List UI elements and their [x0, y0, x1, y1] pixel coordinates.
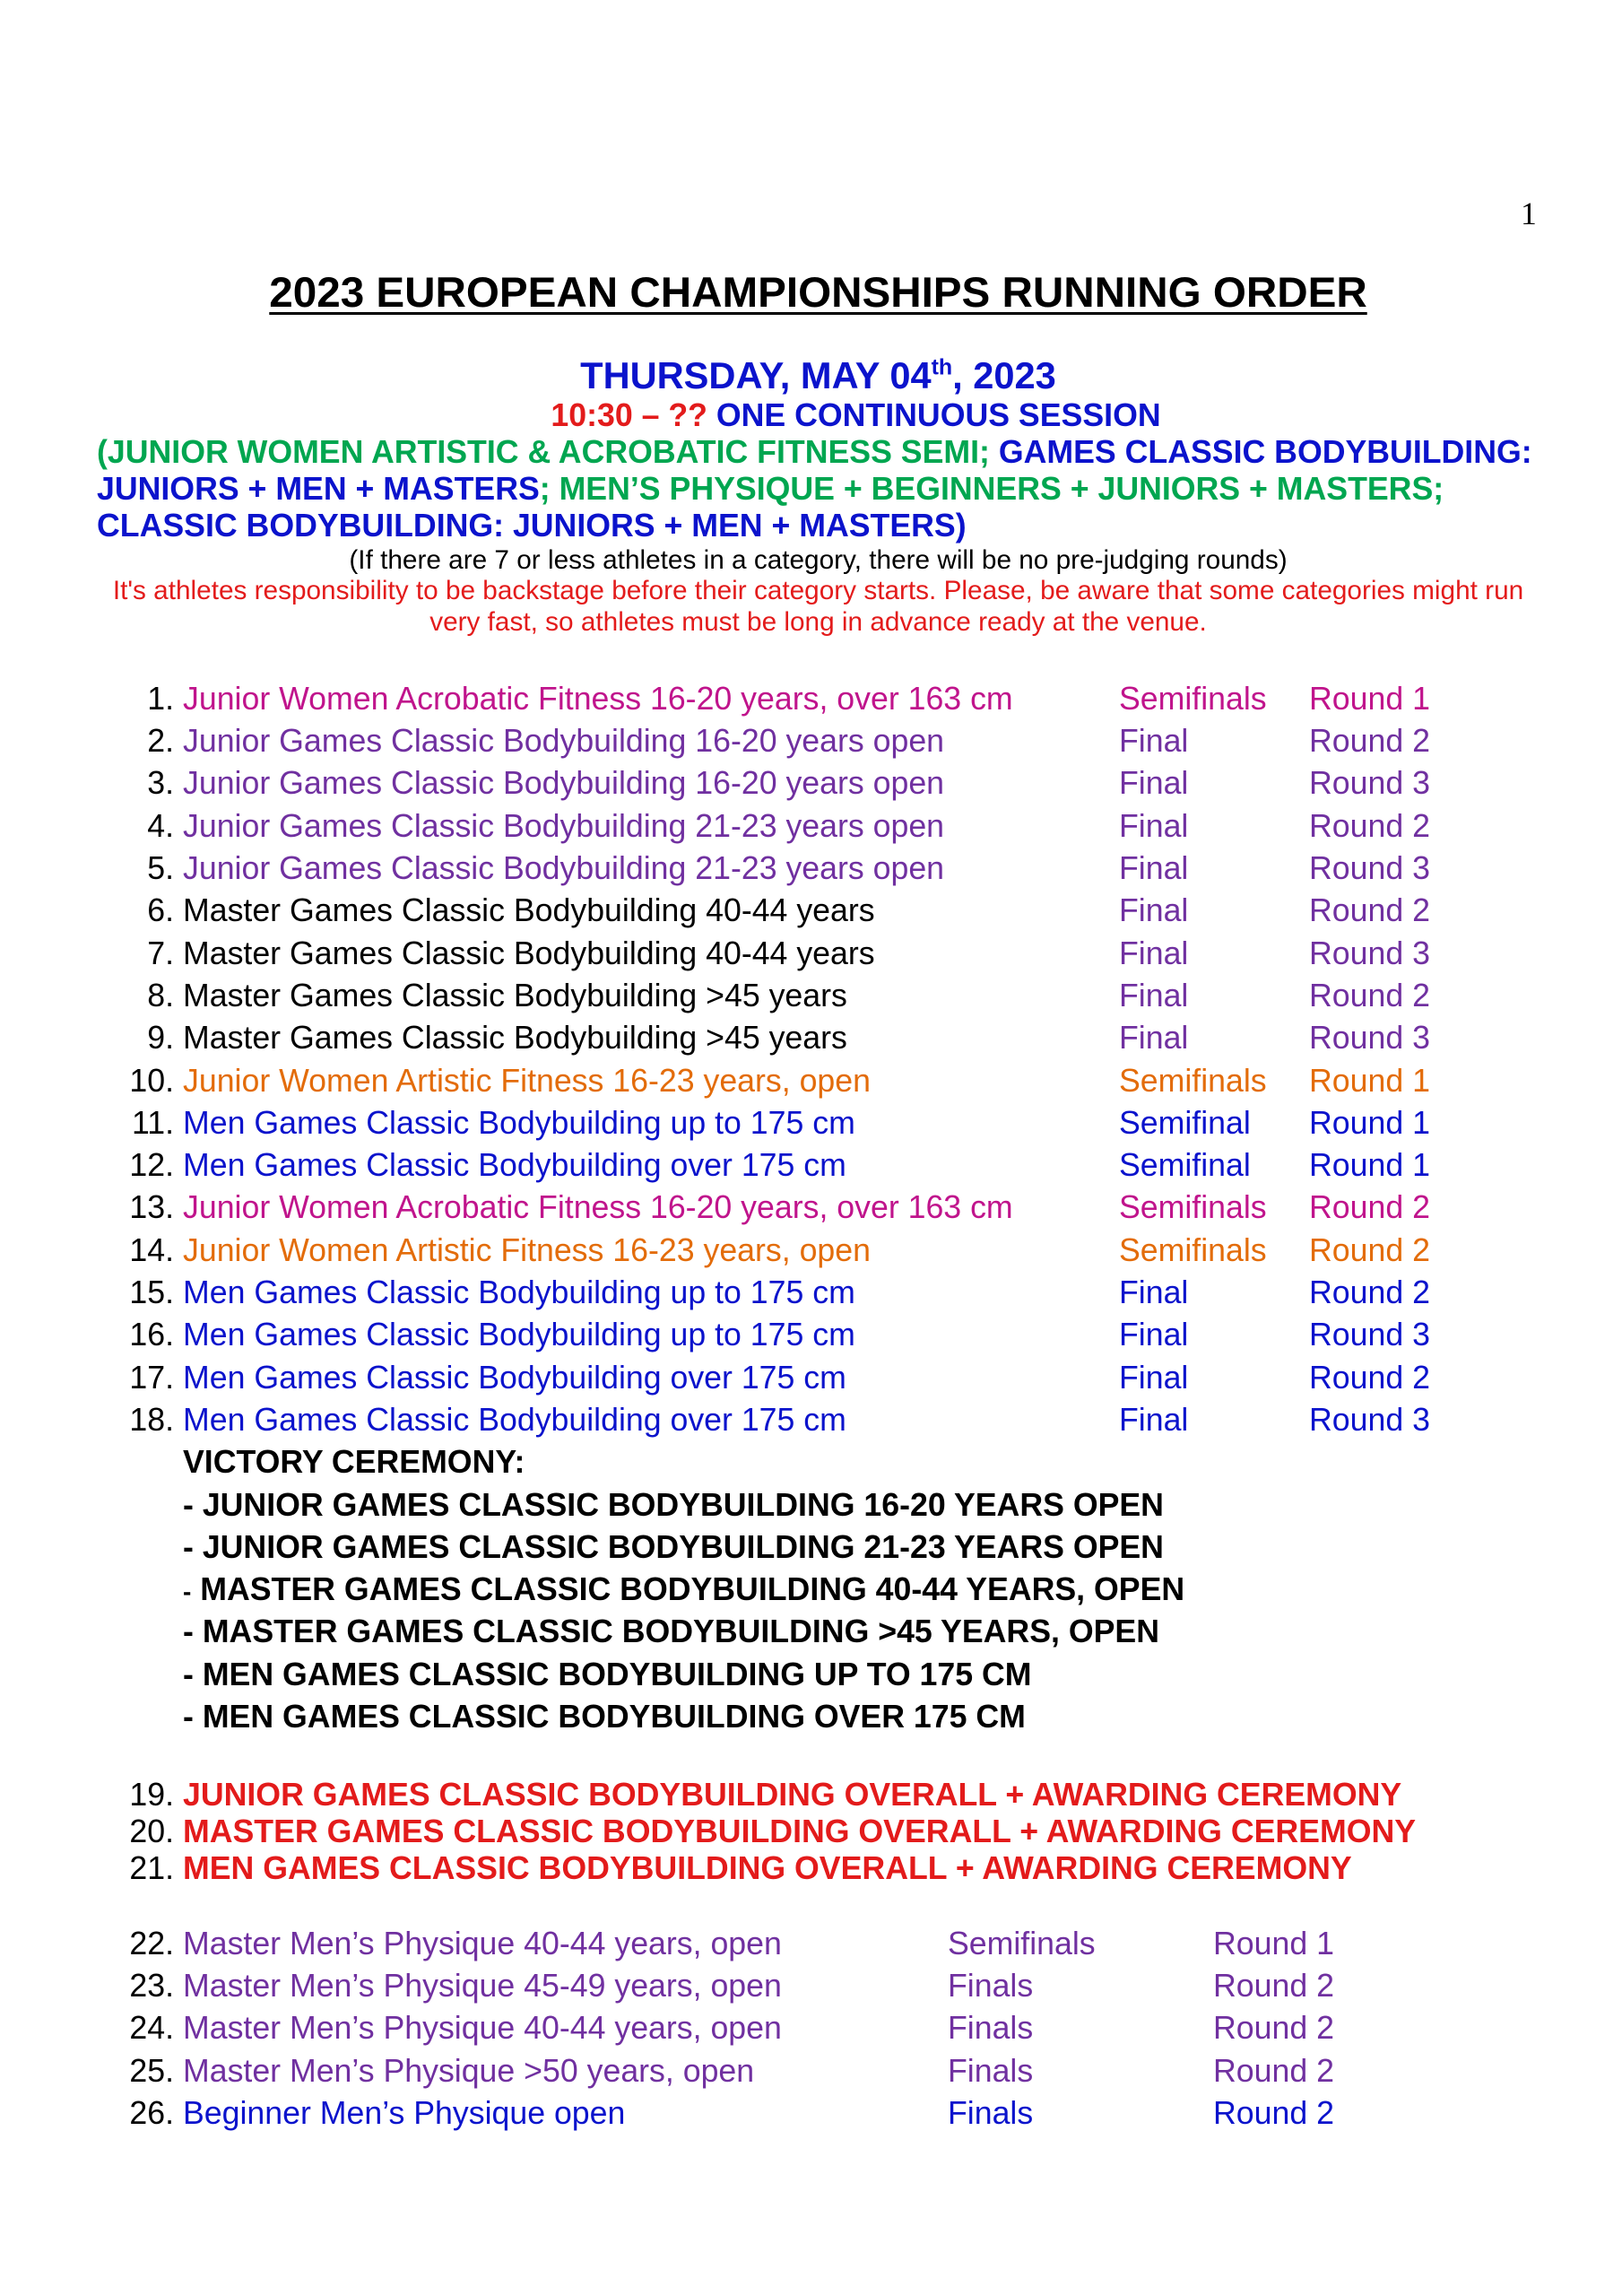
categories-segment: (JUNIOR WOMEN ARTISTIC & ACROBATIC FITNESS SEMI;	[97, 434, 990, 470]
categories-segment: GAMES CLASSIC BODYBUILDING:	[989, 434, 1532, 470]
running-order-row	[0, 1230, 1622, 1272]
row-number: 25.	[129, 2052, 174, 2089]
victory-ceremony-item	[0, 1569, 1622, 1611]
running-order-row	[0, 1144, 1622, 1187]
round-label: Round 3	[1309, 1401, 1430, 1438]
row-number: 23.	[129, 1968, 174, 2005]
category-name: Master Games Classic Bodybuilding >45 years	[183, 1020, 847, 1057]
session-time: 10:30 – ??	[551, 397, 707, 433]
round-label: Round 2	[1213, 1968, 1334, 2005]
row-number: 7.	[147, 935, 174, 971]
row-number: 22.	[129, 1925, 174, 1961]
round-label: Round 3	[1309, 765, 1430, 802]
list-dash: -	[183, 1613, 194, 1650]
stage-label: Semifinals	[1119, 1189, 1267, 1226]
running-order-row	[0, 1357, 1622, 1399]
list-dash: -	[183, 1656, 194, 1692]
row-number: 18.	[129, 1401, 174, 1438]
stage-label: Semifinal	[1119, 1104, 1251, 1141]
stage-label: Semifinals	[1119, 1231, 1267, 1268]
stage-label: Final	[1119, 850, 1189, 887]
row-number: 9.	[147, 1020, 174, 1057]
category-name: Junior Women Acrobatic Fitness 16-20 years, over 163 cm	[183, 1189, 1013, 1226]
running-order-row	[0, 2092, 1622, 2135]
category-name: Master Games Classic Bodybuilding 40-44 years	[183, 935, 875, 971]
row-number: 2.	[147, 723, 174, 760]
victory-ceremony-heading: VICTORY CEREMONY:	[183, 1444, 525, 1481]
list-dash: -	[183, 1486, 194, 1523]
running-order-row	[0, 848, 1622, 890]
category-name: Men Games Classic Bodybuilding over 175 cm	[183, 1147, 846, 1184]
page-number: 1	[1521, 196, 1537, 231]
round-label: Round 2	[1309, 1359, 1430, 1396]
category-name: Junior Women Acrobatic Fitness 16-20 years, over 163 cm	[183, 680, 1013, 717]
running-order-row	[0, 933, 1622, 975]
event-date-ordinal: th	[931, 354, 953, 380]
row-number: 17.	[129, 1359, 174, 1396]
stage-label: Finals	[948, 2095, 1034, 2132]
round-label: Round 3	[1309, 1020, 1430, 1057]
overall-award-title: JUNIOR GAMES CLASSIC BODYBUILDING OVERALL + AWARDING CEREMONY	[183, 1776, 1402, 1813]
running-order-list-part2	[0, 1923, 1622, 2135]
running-order-row	[0, 762, 1622, 804]
stage-label: Finals	[948, 2010, 1034, 2047]
row-number: 3.	[147, 765, 174, 802]
running-order-row	[0, 2050, 1622, 2092]
running-order-row	[0, 975, 1622, 1017]
category-name: Junior Games Classic Bodybuilding 21-23 years open	[183, 850, 945, 887]
category-name: Men Games Classic Bodybuilding up to 175 cm	[183, 1274, 855, 1310]
victory-ceremony	[0, 1441, 1622, 1738]
row-number: 16.	[129, 1317, 174, 1353]
stage-label: Final	[1119, 723, 1189, 760]
category-name: Men Games Classic Bodybuilding up to 175 cm	[183, 1317, 855, 1353]
list-dash: -	[183, 1578, 192, 1606]
round-label: Round 2	[1309, 723, 1430, 760]
prejudging-note: (If there are 7 or less athletes in a category, there will be no pre-judging rounds)	[349, 545, 1288, 575]
stage-label: Final	[1119, 1317, 1189, 1353]
round-label: Round 1	[1309, 1062, 1430, 1099]
category-name: Junior Games Classic Bodybuilding 16-20 years open	[183, 765, 945, 802]
row-number: 26.	[129, 2095, 174, 2132]
stage-label: Final	[1119, 1359, 1189, 1396]
event-date	[97, 354, 1540, 397]
categories-line	[97, 471, 1540, 508]
event-date-year: , 2023	[952, 354, 1056, 396]
overall-award-title: MEN GAMES CLASSIC BODYBUILDING OVERALL + AWARDING CEREMONY	[183, 1850, 1352, 1887]
stage-label: Finals	[948, 2052, 1034, 2089]
category-name: Junior Women Artistic Fitness 16-23 years, open	[183, 1062, 871, 1099]
round-label: Round 2	[1309, 892, 1430, 929]
row-number: 4.	[147, 807, 174, 844]
stage-label: Final	[1119, 977, 1189, 1013]
round-label: Round 1	[1309, 1147, 1430, 1184]
stage-label: Final	[1119, 1274, 1189, 1310]
row-number: 13.	[129, 1189, 174, 1226]
row-number: 11.	[132, 1104, 174, 1141]
running-order-row	[0, 1187, 1622, 1229]
stage-label: Finals	[948, 1968, 1034, 2005]
categories-segment: JUNIORS + MEN + MASTERS	[97, 471, 540, 508]
overall-award-title: MASTER GAMES CLASSIC BODYBUILDING OVERALL + AWARDING CEREMONY	[183, 1813, 1417, 1849]
running-order-row	[0, 720, 1622, 762]
stage-label: Semifinals	[1119, 680, 1267, 717]
stage-label: Final	[1119, 1401, 1189, 1438]
categories-line	[97, 508, 1540, 544]
category-name: Master Games Classic Bodybuilding 40-44 years	[183, 892, 875, 929]
categories-segment: ; MEN’S PHYSIQUE + BEGINNERS + JUNIORS + MASTERS;	[539, 471, 1444, 508]
victory-category: JUNIOR GAMES CLASSIC BODYBUILDING 16-20 YEARS OPEN	[202, 1486, 1164, 1523]
running-order-row	[0, 1272, 1622, 1314]
stage-label: Final	[1119, 765, 1189, 802]
row-number: 1.	[147, 680, 174, 717]
overall-awards-list	[0, 1777, 1622, 1887]
victory-category: MEN GAMES CLASSIC BODYBUILDING OVER 175 CM	[202, 1699, 1026, 1735]
row-number: 15.	[129, 1274, 174, 1310]
running-order-row	[0, 1965, 1622, 2007]
victory-category: MASTER GAMES CLASSIC BODYBUILDING >45 YEARS, OPEN	[202, 1613, 1159, 1650]
categories-line	[97, 434, 1540, 471]
responsibility-note	[97, 576, 1540, 638]
category-name: Master Men’s Physique 45-49 years, open	[183, 1968, 782, 2005]
category-name: Men Games Classic Bodybuilding over 175 cm	[183, 1401, 846, 1438]
victory-category: JUNIOR GAMES CLASSIC BODYBUILDING 21-23 YEARS OPEN	[202, 1528, 1164, 1565]
row-number: 6.	[147, 892, 174, 929]
running-order-row	[0, 678, 1622, 720]
row-number: 21.	[129, 1850, 174, 1887]
round-label: Round 2	[1213, 2052, 1334, 2089]
row-number: 20.	[129, 1813, 174, 1849]
event-date-main: THURSDAY, MAY 04	[580, 354, 932, 396]
category-name: Junior Games Classic Bodybuilding 16-20 years open	[183, 723, 945, 760]
responsibility-line: very fast, so athletes must be long in advance ready at the venue.	[429, 606, 1207, 637]
stage-label: Final	[1119, 807, 1189, 844]
category-name: Master Men’s Physique 40-44 years, open	[183, 2010, 782, 2047]
running-order-row	[0, 1060, 1622, 1102]
round-label: Round 3	[1309, 850, 1430, 887]
victory-ceremony-item	[0, 1484, 1622, 1526]
category-name: Master Games Classic Bodybuilding >45 years	[183, 977, 847, 1013]
category-name: Beginner Men’s Physique open	[183, 2095, 626, 2132]
stage-label: Semifinal	[1119, 1147, 1251, 1184]
round-label: Round 2	[1213, 2010, 1334, 2047]
overall-award-row	[0, 1813, 1622, 1850]
row-number: 10.	[129, 1062, 174, 1099]
overall-award-row	[0, 1850, 1622, 1887]
victory-ceremony-item	[0, 1654, 1622, 1696]
running-order-row	[0, 1399, 1622, 1441]
list-dash: -	[183, 1528, 194, 1565]
round-label: Round 2	[1309, 977, 1430, 1013]
category-name: Junior Games Classic Bodybuilding 21-23 years open	[183, 807, 945, 844]
session-line	[97, 397, 1540, 434]
round-label: Round 2	[1309, 1274, 1430, 1310]
categories-summary	[97, 434, 1540, 544]
running-order-row	[0, 805, 1622, 848]
round-label: Round 1	[1309, 680, 1430, 717]
stage-label: Final	[1119, 935, 1189, 971]
round-label: Round 3	[1309, 1317, 1430, 1353]
round-label: Round 2	[1309, 1231, 1430, 1268]
row-number: 19.	[129, 1776, 174, 1813]
round-label: Round 1	[1309, 1104, 1430, 1141]
categories-segment: CLASSIC BODYBUILDING: JUNIORS + MEN + MASTERS)	[97, 508, 967, 544]
stage-label: Semifinals	[1119, 1062, 1267, 1099]
victory-ceremony-item	[0, 1696, 1622, 1738]
category-name: Master Men’s Physique >50 years, open	[183, 2052, 755, 2089]
round-label: Round 2	[1309, 1189, 1430, 1226]
stage-label: Final	[1119, 1020, 1189, 1057]
running-order-row	[0, 1314, 1622, 1356]
responsibility-line: It's athletes responsibility to be backstage before their category starts. Please, be aware that some categories might run	[112, 576, 1524, 605]
row-number: 5.	[147, 850, 174, 887]
round-label: Round 2	[1213, 2095, 1334, 2132]
overall-award-row	[0, 1777, 1622, 1813]
document-title: 2023 EUROPEAN CHAMPIONSHIPS RUNNING ORDER	[269, 269, 1367, 317]
session-label: ONE CONTINUOUS SESSION	[716, 397, 1161, 433]
row-number: 14.	[129, 1231, 174, 1268]
row-number: 8.	[147, 977, 174, 1013]
category-name: Men Games Classic Bodybuilding over 175 cm	[183, 1359, 846, 1396]
victory-category: MEN GAMES CLASSIC BODYBUILDING UP TO 175 CM	[202, 1656, 1032, 1692]
round-label: Round 2	[1309, 807, 1430, 844]
victory-ceremony-item	[0, 1611, 1622, 1653]
category-name: Junior Women Artistic Fitness 16-23 years, open	[183, 1231, 871, 1268]
running-order-row	[0, 1102, 1622, 1144]
row-number: 12.	[129, 1147, 174, 1184]
running-order-row	[0, 2007, 1622, 2049]
stage-label: Final	[1119, 892, 1189, 929]
round-label: Round 3	[1309, 935, 1430, 971]
running-order-row	[0, 1017, 1622, 1059]
row-number: 24.	[129, 2010, 174, 2047]
running-order-row	[0, 1923, 1622, 1965]
category-name: Master Men’s Physique 40-44 years, open	[183, 1925, 782, 1961]
stage-label: Semifinals	[948, 1925, 1096, 1961]
list-dash: -	[183, 1699, 194, 1735]
running-order-list-part1	[0, 678, 1622, 1441]
round-label: Round 1	[1213, 1925, 1334, 1961]
victory-category: MASTER GAMES CLASSIC BODYBUILDING 40-44 YEARS, OPEN	[200, 1571, 1185, 1608]
running-order-row	[0, 890, 1622, 932]
victory-ceremony-item	[0, 1526, 1622, 1569]
category-name: Men Games Classic Bodybuilding up to 175 cm	[183, 1104, 855, 1141]
victory-ceremony-list	[0, 1484, 1622, 1739]
